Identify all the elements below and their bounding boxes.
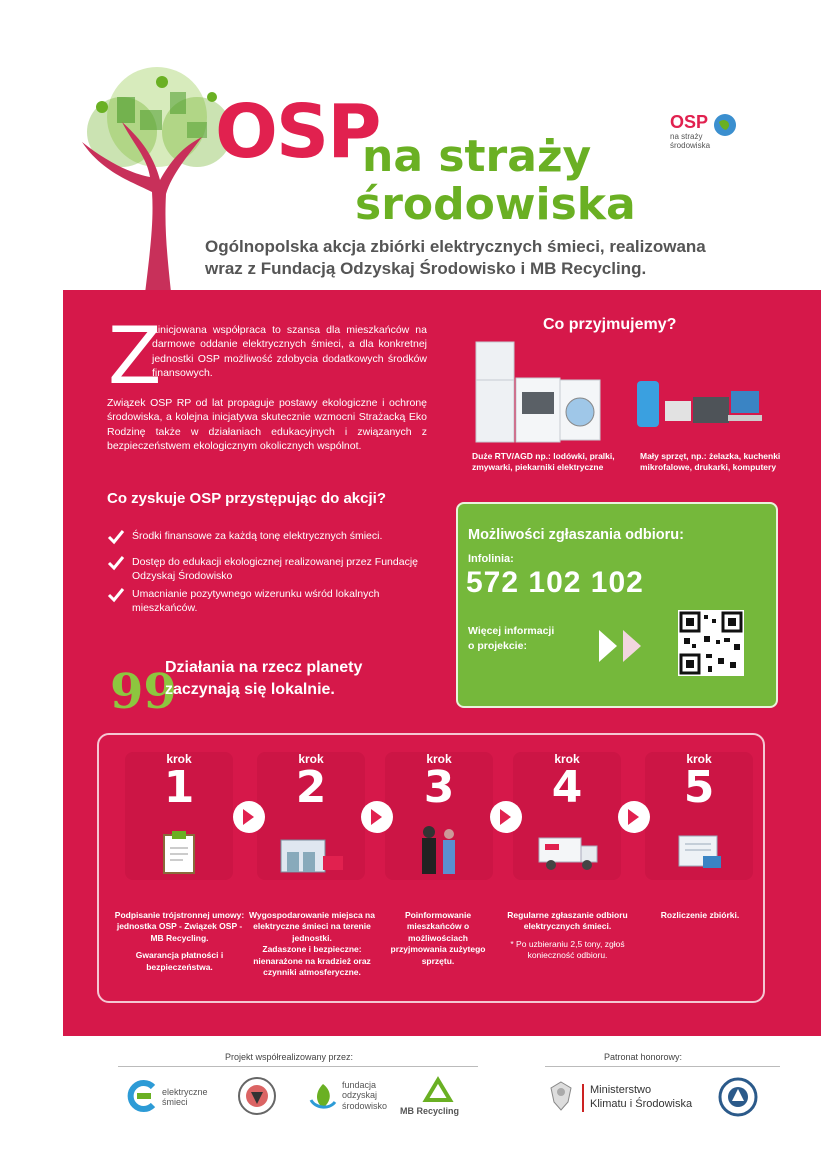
step-1-desc [112, 910, 247, 973]
checkmark-icon [107, 586, 125, 604]
globe-icon [712, 112, 738, 138]
clipboard-icon [161, 830, 197, 874]
step-5-desc-main: Rozliczenie zbiórki. [660, 910, 740, 920]
forest-seal-icon [718, 1077, 758, 1117]
step-2-desc [248, 910, 376, 979]
step-4-krok: krok [554, 752, 580, 766]
arrow-right-icon [617, 800, 651, 834]
large-appliances-icon [472, 340, 602, 445]
hotline-label: Infolinia: [468, 553, 514, 565]
arrow-right-icon [232, 800, 266, 834]
quote-mark: 99 [110, 664, 177, 720]
step-card-2 [257, 752, 365, 880]
more-info-line2: o projekcie: [468, 640, 527, 653]
step-3-number: 3 [423, 762, 455, 813]
logo1-line1: elektryczne [162, 1087, 208, 1097]
step-1-number: 1 [163, 762, 195, 813]
arrow-right-icon [360, 800, 394, 834]
quote [165, 657, 445, 700]
contact-title: Możliwości zgłaszania odbioru: [468, 527, 684, 543]
divider [582, 1084, 584, 1112]
osp-emblem-icon [237, 1076, 277, 1116]
logo-fundacja [342, 1080, 387, 1111]
accept-heading: Co przyjmujemy? [543, 316, 677, 333]
intro-text: ainicjowana współpraca to szansa dla mieszkańców na darmowe oddanie elektrycznych śmieci, a dla konkretnej jednostki OSP możliwość zdobycia dodatkowych środków finansowych. [152, 324, 427, 380]
accept-small [640, 451, 810, 474]
subtitle-line1: Ogólnopolska akcja zbiórki elektrycznych śmieci, realizowana [205, 237, 706, 256]
qr-code[interactable] [678, 610, 744, 676]
step-3-desc-main: Poinformowanie mieszkańców o możliwościach przyjmowania zużytego sprzętu. [390, 910, 486, 966]
small-appliances-icon [633, 375, 763, 440]
logo-mb-recycling: MB Recycling [400, 1106, 460, 1116]
divider [545, 1066, 780, 1067]
step-5-krok: krok [686, 752, 712, 766]
gain-item-3: Umacnianie pozytywnego wizerunku wśród lokalnych mieszkańców. [132, 588, 380, 615]
intro-paragraph2: Związek OSP RP od lat propaguje postawy ekologiczne i ochronę środowiska, a kolejna inicjatywa skutecznie wzmocni Strażacką Eko Rodzinę także w działaniach edukacyjnych i związanych z bezpieczeństwem ekologicznym okolicznych wspólnot. [107, 397, 427, 453]
fundacja-logo-icon [307, 1080, 339, 1112]
step-1-krok: krok [166, 752, 192, 766]
logo-elektryczne-smieci [162, 1087, 208, 1108]
accept-large-text: Duże RTV/AGD np.: lodówki, pralki, zmywarki, piekarniki elektryczne [472, 451, 615, 473]
ministry-line1: Ministerstwo [590, 1084, 652, 1096]
dropcap: Z [108, 312, 162, 402]
step-4-desc-note: * Po uzbieraniu 2,5 tony, zgłoś konieczność odbioru. [510, 938, 625, 961]
fire-station-icon [277, 826, 345, 874]
more-info [468, 624, 554, 654]
step-card-3 [385, 752, 493, 880]
osp-logo [670, 112, 760, 167]
title-osp: OSP [215, 89, 380, 175]
step-card-5 [645, 752, 753, 880]
checkmark-icon [107, 528, 125, 546]
logo3-line2: odzyskaj [342, 1090, 378, 1101]
invoice-icon [673, 832, 725, 872]
step-4-number: 4 [551, 762, 583, 813]
ministry-logo [590, 1084, 692, 1112]
step-4-desc [500, 910, 635, 962]
divider [118, 1066, 478, 1067]
osp-logo-text: OSP [670, 112, 709, 132]
osp-logo-sub2: środowiska [670, 140, 711, 150]
title-line2: środowiska [355, 179, 636, 230]
title-line1: na straży [362, 131, 592, 182]
step-3-krok: krok [426, 752, 452, 766]
step-1-desc-note: Gwarancja płatności i bezpieczeństwa. [135, 950, 224, 972]
step-2-krok: krok [298, 752, 324, 766]
elektryczne-smieci-logo-icon [125, 1079, 159, 1113]
gains-heading: Co zyskuje OSP przystępując do akcji? [107, 490, 386, 507]
ministry-line2: Klimatu i Środowiska [590, 1097, 693, 1110]
people-icon [415, 824, 463, 876]
subtitle-line2: wraz z Fundacją Odzyskaj Środowisko i MB Recycling. [205, 259, 647, 279]
checkmark-icon [107, 554, 125, 572]
quote-line1: Działania na rzecz planety [165, 659, 363, 676]
step-5-number: 5 [683, 762, 715, 813]
recycling-icon [420, 1076, 456, 1106]
step-1-desc-main: Podpisanie trójstronnej umowy: jednostka OSP - Związek OSP - MB Recycling. [114, 910, 245, 943]
logo3-line3: środowisko [342, 1100, 388, 1111]
leaf-cluster-icon [87, 67, 232, 167]
step-2-desc-note: Zadaszone i bezpieczne: nienarażone na kradzież oraz czynniki atmosferyczne. [253, 944, 371, 978]
accept-large [472, 451, 642, 474]
subtitle [205, 236, 765, 280]
eagle-emblem-icon [546, 1078, 576, 1114]
project-label: Projekt współrealizowany przez: [225, 1052, 354, 1062]
more-info-line1: Więcej informacji [468, 625, 555, 637]
logo3-line1: fundacja [342, 1080, 377, 1090]
step-2-desc-main: Wygospodarowanie miejsca na elektryczne śmieci na terenie jednostki. [249, 910, 375, 943]
quote-line2: zaczynają się lokalnie. [165, 680, 335, 698]
step-3-desc [388, 910, 488, 967]
patronage-label: Patronat honorowy: [604, 1052, 683, 1062]
osp-logo-sub1: na straży [670, 132, 703, 141]
truck-icon [537, 832, 601, 872]
arrow-right-icon [489, 800, 523, 834]
gain-item-2: Dostęp do edukacji ekologicznej realizowanej przez Fundację Odzyskaj Środowisko [132, 556, 418, 583]
arrow-right-icon [595, 626, 657, 666]
step-4-desc-main: Regularne zgłaszanie odbioru elektrycznych śmieci. [507, 910, 628, 932]
gain-item-1: Środki finansowe za każdą tonę elektrycznych śmieci. [132, 530, 383, 542]
accept-small-text: Mały sprzęt, np.: żelazka, kuchenki mikrofalowe, drukarki, komputery [640, 451, 781, 473]
step-card-4 [513, 752, 621, 880]
logo1-line2: śmieci [162, 1097, 188, 1108]
step-5-desc [640, 910, 760, 921]
step-card-1 [125, 752, 233, 880]
hotline-number[interactable]: 572 102 102 [466, 566, 644, 599]
step-2-number: 2 [295, 762, 327, 813]
